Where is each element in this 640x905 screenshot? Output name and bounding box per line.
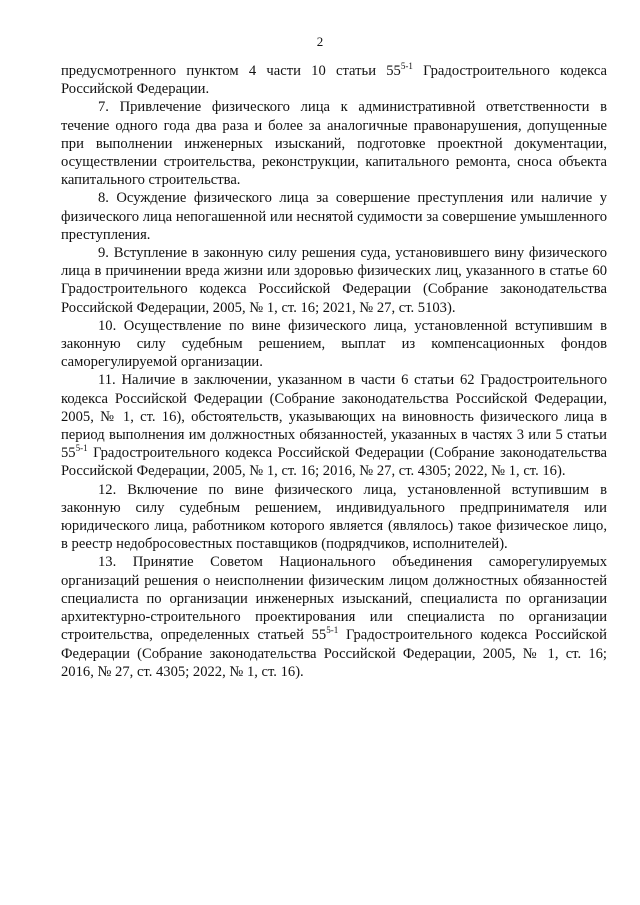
document-body [61,62,607,681]
page-number: 2 [316,34,324,49]
superscript-article-number: 5-1 [400,61,413,71]
paragraph-item-9: 9. Вступление в законную силу решения суда, установившего вину физического лица в причинении вреда жизни или здоровью физических лиц, указанного в статье 60 Градостроительного кодекса Российской Федерации (Собрание законодательства Российской Федерации, 2005, № 1, ст. 16; 2021, № 27, ст. 5103). [61,245,607,316]
superscript-article-number: 5-1 [326,625,339,636]
paragraph-item-7: 7. Привлечение физического лица к административной ответственности в течение одного года два раза и более за аналогичные правонарушения, допущенные при выполнении инженерных изысканий, подготовке проектной документации, осуществлении строительства, реконструкции, капитального ремонта, сноса объекта капитального строительства. [61,99,607,189]
paragraph-item-13: 13. Принятие Советом Национального объединения саморегулируемых организаций решения о неисполнении физическим лицом должностных обязанностей специалиста по организации инженерных изысканий, специалиста по организации архитектурно-строительного проектирования или специалиста по организации строительства, определенных статьей 55$^{5-1}$ Градостроительного кодекса Российской Федерации (Собрание законодательства Российской Федерации, 2005, № 1, ст. 16; 2016, № 27, ст. 4305; 2022, № 1, ст. 16). [61,554,607,680]
paragraph-continued: предусмотренного пунктом 4 части 10 статьи 55$^{5-1}$ Градостроительного кодекса Российской Федерации. [61,61,607,98]
paragraph-item-11: 11. Наличие в заключении, указанном в части 6 статьи 62 Градостроительного кодекса Российской Федерации (Собрание законодательства Российской Федерации, 2005, № 1, ст. 16), обстоятельств, указывающих на виновность физического лица в период выполнения им должностных обязанностей, указанных в частях 3 или 5 статьи 55$^{5-1}$ Градостроительного кодекса Российской Федерации (Собрание законодательства Российской Федерации, 2005, № 1, ст. 16; 2016, № 27, ст. 4305; 2022, № 1, ст. 16). [61,372,607,480]
superscript-article-number: 5-1 [75,443,88,454]
paragraph-item-12: 12. Включение по вине физического лица, установленной вступившим в законную силу судебным решением, индивидуального предпринимателя или юридического лица, работником которого является (являлось) такое физическое лицо, в реестр недобросовестных поставщиков (подрядчиков, исполнителей). [61,481,607,553]
paragraph-item-10: 10. Осуществление по вине физического лица, установленной вступившим в законную силу судебным решением, выплат из компенсационных фондов саморегулируемой организации. [61,317,607,371]
paragraph-item-8: 8. Осуждение физического лица за совершение преступления или наличие у физического лица непогашенной или неснятой судимости за совершение умышленного преступления. [61,190,607,243]
